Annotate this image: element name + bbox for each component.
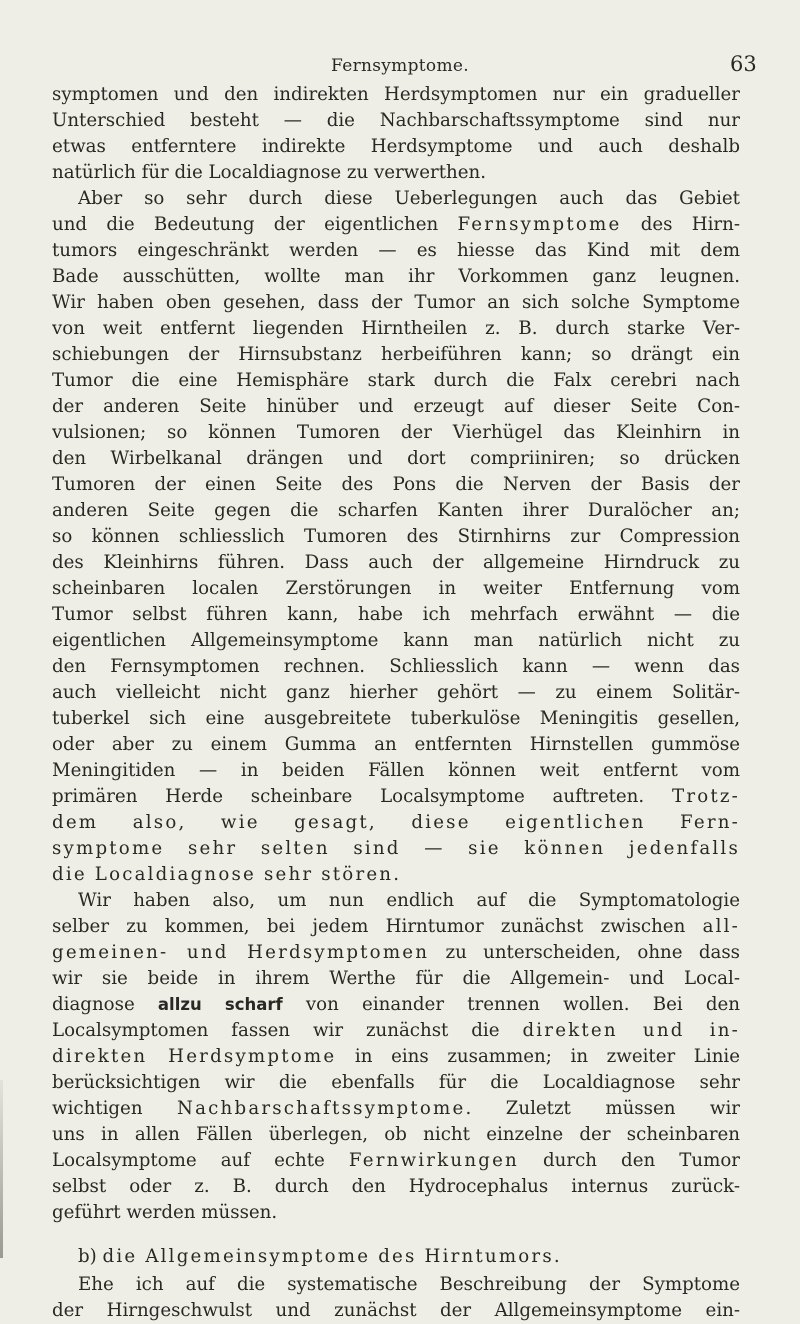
text-line: Bade ausschütten, wollte man ihr Vorkommen ganz leugnen. [52,266,740,287]
text-line: Localsymptome auf echte Fernwirkungen durch den Tumor [52,1150,740,1171]
emphasis: all- [702,916,740,937]
text-line: den Fernsymptomen rechnen. Schliesslich kann — wenn das [52,656,740,677]
emphasis: dem also, wie gesagt, diese eigentlichen Fern- [52,812,740,833]
text-line: selber zu kommen, bei jedem Hirntumor zunächst zwischen all- [52,916,740,937]
text-line: Wir haben oben gesehen, dass der Tumor an sich solche Symptome [52,292,740,313]
bold-emphasis: allzu scharf [157,995,283,1014]
page-number: 63 [730,52,757,76]
text-line: gemeinen- und Herdsymptomen zu unterscheiden, ohne dass [52,942,740,963]
text-line: etwas entferntere indirekte Herdsymptome und auch deshalb [52,136,740,157]
text-line: und die Bedeutung der eigentlichen Fernsymptome des Hirn- [52,214,740,235]
text-line: tumors eingeschränkt werden — es hiesse das Kind mit dem [52,240,740,261]
emphasis: symptome sehr selten sind — sie können jedenfalls [52,838,740,859]
emphasis: gemeinen- und Herdsymptomen [52,942,430,963]
text-line: der anderen Seite hinüber und erzeugt auf dieser Seite Con- [52,396,740,417]
text-line: den Wirbelkanal drängen und dort compriiniren; so drücken [52,448,740,469]
emphasis: die Allgemeinsymptome des Hirntumors. [102,1246,562,1267]
emphasis: Fernsymptome [457,214,622,235]
text-line: des Kleinhirns führen. Dass auch der allgemeine Hirndruck zu [52,552,740,573]
text-line: anderen Seite gegen die scharfen Kanten ihrer Duralöcher an; [52,500,740,521]
running-title: Fernsymptome. [331,56,469,76]
text-line [52,836,740,862]
text-line: Tumoren der einen Seite des Pons die Nerven der Basis der [52,474,740,495]
text-line: so können schliesslich Tumoren des Stirnhirns zur Compression [52,526,740,547]
text-line: primären Herde scheinbare Localsymptome auftreten. Trotz- [52,786,740,807]
text-line: eigentlichen Allgemeinsymptome kann man natürlich nicht zu [52,630,740,651]
text-line: oder aber zu einem Gumma an entfernten Hirnstellen gummöse [52,734,740,755]
text-line: geführt werden müssen. [52,1202,278,1223]
text-line: tuberkel sich eine ausgebreitete tuberkulöse Meningitis gesellen, [52,708,740,729]
text-line: wir sie beide in ihrem Werthe für die Allgemein- und Local- [52,968,740,989]
text-line: Meningitiden — in beiden Fällen können weit entfernt vom [52,760,740,781]
emphasis: Nachbarschaftssymptome [177,1098,466,1119]
emphasis: die Localdiagnose sehr stören. [52,864,402,885]
text-line: wichtigen Nachbarschaftssymptome. Zuletzt müssen wir [52,1098,740,1119]
text-line: scheinbaren localen Zerstörungen in weiter Entfernung vom [52,578,740,599]
text-line [52,810,740,836]
page-edge-shadow [0,1080,3,1258]
text-line: diagnose allzu scharf von einander trennen wollen. Bei den [52,994,740,1015]
text-line: symptomen und den indirekten Herdsymptomen nur ein gradueller [52,84,740,105]
text-line: Localsymptomen fassen wir zunächst die direkten und in- [52,1020,740,1041]
text-line: schiebungen der Hirnsubstanz herbeiführen kann; so drängt ein [52,344,740,365]
text-line [52,862,740,888]
text-line: Wir haben also, um nun endlich auf die Symptomatologie [78,890,740,911]
emphasis: Trotz- [671,786,740,807]
emphasis: direkten und in- [522,1020,740,1041]
text-line: Tumor selbst führen kann, habe ich mehrfach erwähnt — die [52,604,740,625]
text-line: berücksichtigen wir die ebenfalls für die Localdiagnose sehr [52,1072,740,1093]
text-line: Ehe ich auf die systematische Beschreibung der Symptome [78,1274,740,1295]
text-line: uns in allen Fällen überlegen, ob nicht einzelne der scheinbaren [52,1124,740,1145]
text-line: von weit entfernt liegenden Hirntheilen z. B. durch starke Ver- [52,318,740,339]
text-line: auch vielleicht nicht ganz hierher gehört — zu einem Solitär- [52,682,740,703]
text-line: natürlich für die Localdiagnose zu verwerthen. [52,162,486,183]
section-heading: b) die Allgemeinsymptome des Hirntumors. [78,1246,562,1267]
text-line: der Hirngeschwulst und zunächst der Allgemeinsymptome ein- [52,1300,740,1321]
text-line: Tumor die eine Hemisphäre stark durch die Falx cerebri nach [52,370,740,391]
text-line: vulsionen; so können Tumoren der Vierhügel das Kleinhirn in [52,422,740,443]
text-line: Aber so sehr durch diese Ueberlegungen auch das Gebiet [78,188,740,209]
text-line: selbst oder z. B. durch den Hydrocephalus internus zurück- [52,1176,740,1197]
text-line: Unterschied besteht — die Nachbarschaftssymptome sind nur [52,110,740,131]
emphasis: direkten Herdsymptome [52,1046,337,1067]
text-line: direkten Herdsymptome in eins zusammen; in zweiter Linie [52,1046,740,1067]
emphasis: Fernwirkungen [348,1150,519,1171]
